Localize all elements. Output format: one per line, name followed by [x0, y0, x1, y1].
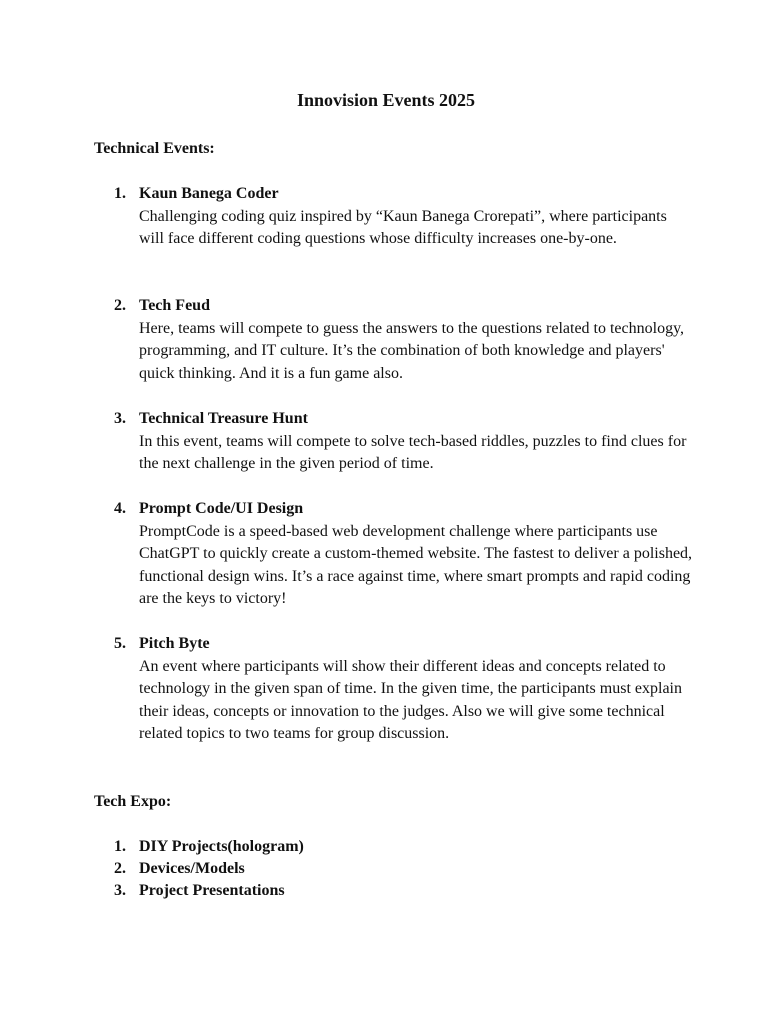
expo-number: 2. [114, 860, 126, 877]
expo-label: Devices/Models [139, 860, 245, 877]
event-item-5 [114, 633, 694, 746]
event-description: PromptCode is a speed-based web development challenge where participants use ChatGPT to quickly create a custom-themed website. The fastest to deliver a polished, functional design wins. It’s a race against time, where smart prompts and rapid coding are the keys to victory! [139, 522, 693, 608]
technical-events-heading: Technical Events: [94, 140, 215, 157]
event-name: Kaun Banega Coder [139, 185, 279, 202]
event-number: 5. [114, 635, 126, 652]
expo-item-2 [114, 858, 514, 880]
expo-label: Project Presentations [139, 882, 285, 899]
tech-expo-heading: Tech Expo: [94, 793, 172, 810]
event-item-2 [114, 295, 694, 385]
event-name: Tech Feud [139, 297, 210, 314]
expo-item-1 [114, 836, 514, 858]
event-name: Prompt Code/UI Design [139, 500, 304, 517]
expo-number: 3. [114, 882, 126, 899]
event-description: Challenging coding quiz inspired by “Kaun Banega Crorepati”, where participants will face different coding questions whose difficulty increases one-by-one. [139, 207, 667, 248]
expo-item-3 [114, 880, 514, 902]
event-item-3 [114, 408, 694, 476]
event-description: An event where participants will show their different ideas and concepts related to technology in the given span of time. In the given time, the participants must explain their ideas, concepts or innovation to the judges. Also we will give some technical related topics to two teams for group discussion. [139, 657, 682, 743]
event-name: Pitch Byte [139, 635, 210, 652]
event-item-4 [114, 498, 694, 611]
event-number: 1. [114, 185, 126, 202]
event-number: 4. [114, 500, 126, 517]
event-description: Here, teams will compete to guess the answers to the questions related to technology, programming, and IT culture. It’s the combination of both knowledge and players' quick thinking. And it is a fun game also. [139, 319, 685, 382]
event-description: In this event, teams will compete to solve tech-based riddles, puzzles to find clues for the next challenge in the given period of time. [139, 432, 687, 473]
expo-number: 1. [114, 838, 126, 855]
expo-label: DIY Projects(hologram) [139, 838, 304, 855]
event-number: 2. [114, 297, 126, 314]
event-name: Technical Treasure Hunt [139, 410, 308, 427]
event-number: 3. [114, 410, 126, 427]
document-title: Innovision Events 2025 [296, 90, 476, 110]
event-item-1 [114, 183, 694, 251]
